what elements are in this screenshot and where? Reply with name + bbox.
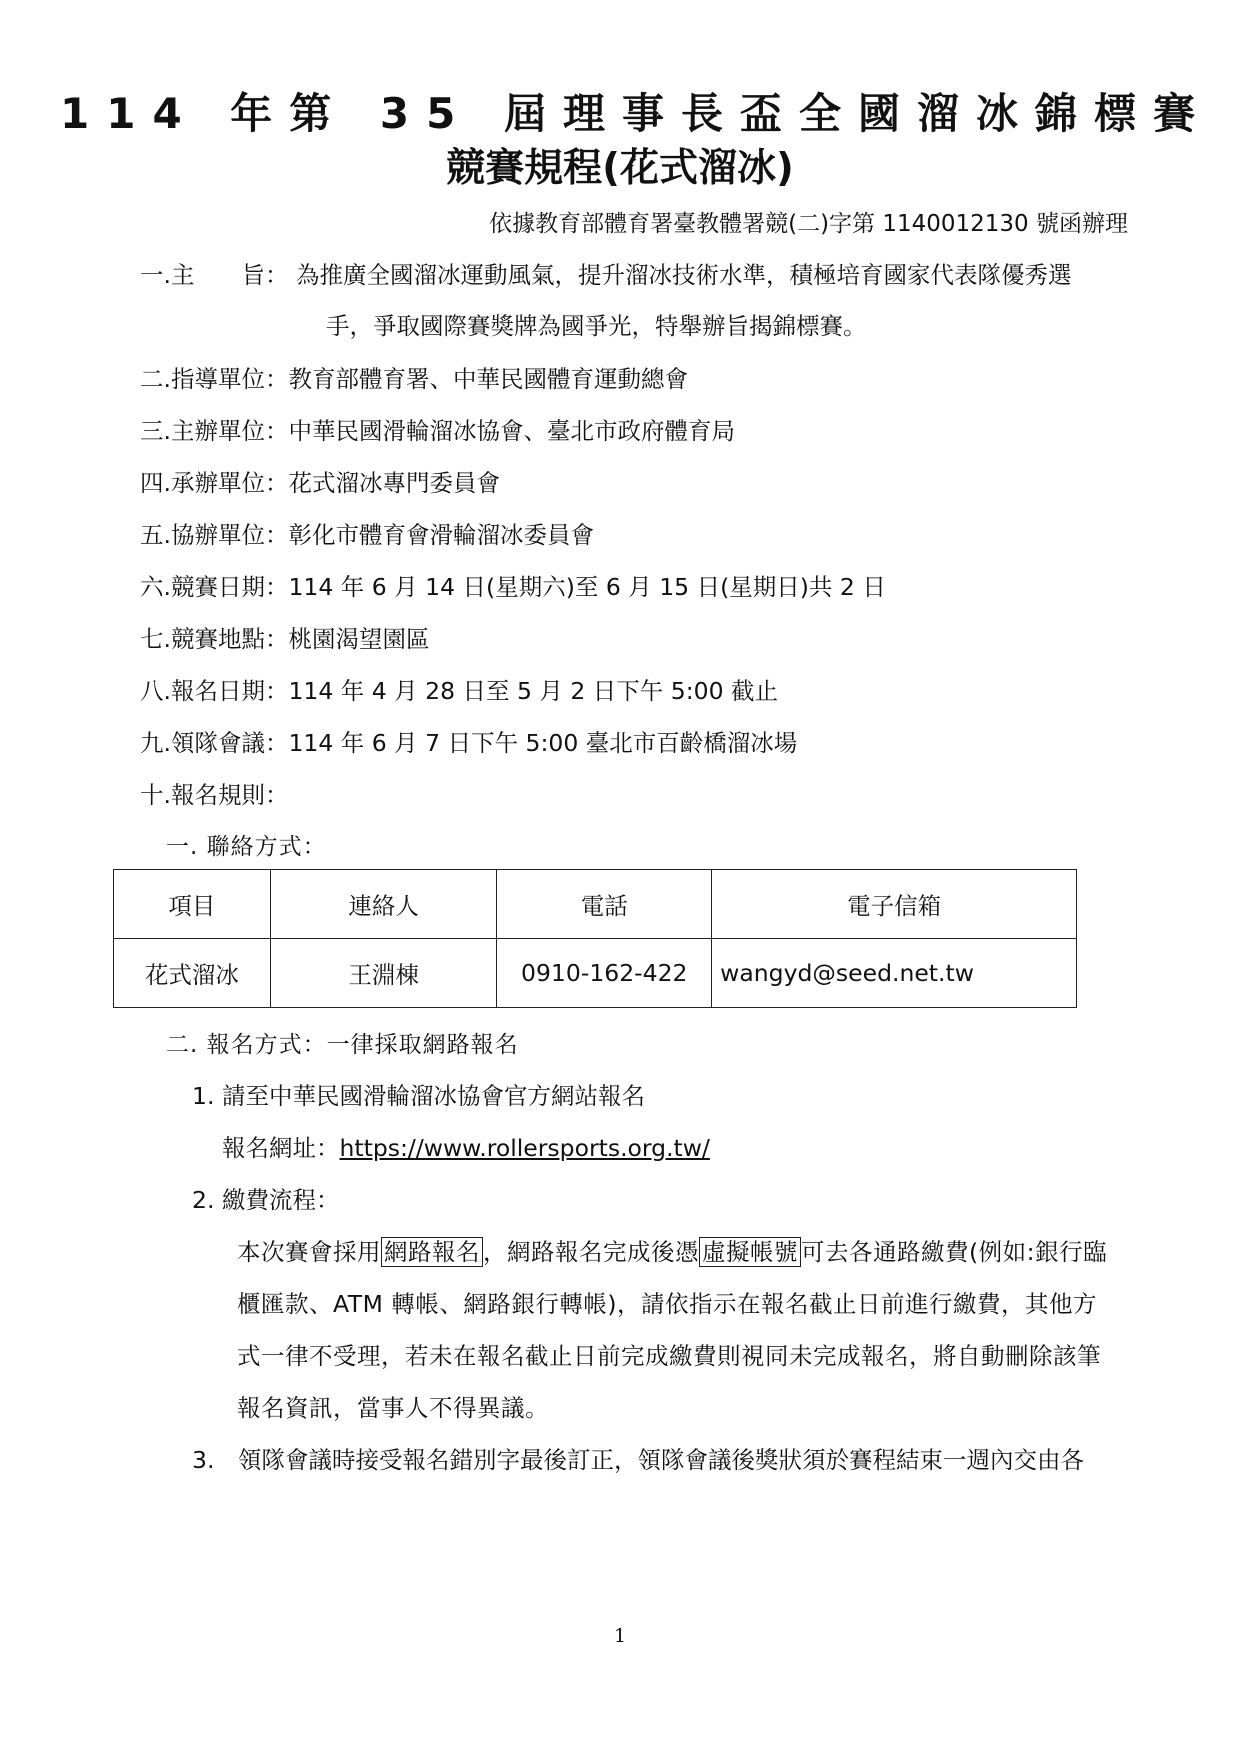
purpose-label: 一.主 旨： xyxy=(140,261,289,289)
payment-line-3: 式一律不受理，若未在報名截止日前完成繳費則視同未完成報名，將自動刪除該筆 xyxy=(237,1342,1101,1370)
purpose-text-continued: 手，爭取國際賽獎牌為國爭光，特舉辦旨揭錦標賽。 xyxy=(326,312,867,340)
section-dates: 六.競賽日期：114 年 6 月 14 日(星期六)至 6 月 15 日(星期日)共 2 日 xyxy=(140,573,886,601)
signup-item-1 xyxy=(192,1080,645,1112)
header-email: 電子信箱 xyxy=(712,870,1077,939)
section-venue: 七.競賽地點：桃園渴望園區 xyxy=(140,625,430,653)
signup-item-2 xyxy=(192,1184,340,1216)
payment-line-1 xyxy=(237,1236,1107,1268)
section-rules: 十.報名規則： xyxy=(140,781,289,809)
payment-text: 可去各通路繳費(例如:銀行臨 xyxy=(801,1238,1108,1266)
document-title: 114 年第 35 屆理事長盃全國溜冰錦標賽 xyxy=(60,89,1212,138)
table-header-row xyxy=(114,870,1077,939)
url-label: 報名網址： xyxy=(222,1134,340,1162)
item-text: 請至中華民國滑輪溜冰協會官方網站報名 xyxy=(222,1082,645,1110)
section-meeting: 九.領隊會議：114 年 6 月 7 日下午 5:00 臺北市百齡橋溜冰場 xyxy=(140,729,798,757)
cell-phone: 0910-162-422 xyxy=(497,939,712,1008)
contact-table xyxy=(113,869,1077,1008)
item-text: 領隊會議時接受報名錯別字最後訂正，領隊會議後獎狀須於賽程結束一週內交由各 xyxy=(238,1446,1084,1474)
section-undertaker: 四.承辦單位：花式溜冰專門委員會 xyxy=(140,469,500,497)
cell-contact-person: 王淵棟 xyxy=(270,939,497,1008)
item-number: 3. xyxy=(192,1446,215,1474)
payment-text: 本次賽會採用 xyxy=(237,1238,381,1266)
item-number: 2. xyxy=(192,1186,215,1214)
section-co-organizer: 五.協辦單位：彰化市體育會滑輪溜冰委員會 xyxy=(140,521,594,549)
page-number: 1 xyxy=(613,1625,627,1647)
section-organizer: 三.主辦單位：中華民國滑輪溜冰協會、臺北市政府體育局 xyxy=(140,417,735,445)
item-text: 繳費流程： xyxy=(222,1186,340,1214)
cell-item: 花式溜冰 xyxy=(114,939,271,1008)
boxed-term-virtual-account: 虛擬帳號 xyxy=(699,1237,801,1267)
section-guide: 二.指導單位：教育部體育署、中華民國體育運動總會 xyxy=(140,365,688,393)
payment-line-4: 報名資訊，當事人不得異議。 xyxy=(237,1394,549,1422)
table-row xyxy=(114,939,1077,1008)
header-contact-person: 連絡人 xyxy=(270,870,497,939)
payment-line-2: 櫃匯款、ATM 轉帳、網路銀行轉帳)，請依指示在報名截止日前進行繳費，其他方 xyxy=(237,1290,1098,1318)
cell-email: wangyd@seed.net.tw xyxy=(712,939,1077,1008)
registration-url-link[interactable]: https://www.rollersports.org.tw/ xyxy=(339,1134,710,1162)
purpose-text: 為推廣全國溜冰運動風氣，提升溜冰技術水準，積極培育國家代表隊優秀選 xyxy=(296,261,1072,289)
header-item: 項目 xyxy=(114,870,271,939)
payment-text: ，網路報名完成後憑 xyxy=(483,1238,699,1266)
basis-reference: 依據教育部體育署臺教體署競(二)字第 1140012130 號函辦理 xyxy=(489,211,1128,237)
signup-item-3 xyxy=(192,1444,1084,1476)
signup-url-line xyxy=(222,1132,710,1164)
header-phone: 電話 xyxy=(497,870,712,939)
contact-heading: 一. 聯絡方式： xyxy=(166,834,327,860)
section-registration: 八.報名日期：114 年 4 月 28 日至 5 月 2 日下午 5:00 截止 xyxy=(140,677,779,705)
boxed-term-online-registration: 網路報名 xyxy=(381,1237,483,1267)
item-number: 1. xyxy=(192,1082,215,1110)
section-purpose xyxy=(140,259,1072,291)
document-subtitle: 競賽規程(花式溜冰) xyxy=(446,146,794,191)
signup-heading: 二. 報名方式：一律採取網路報名 xyxy=(166,1032,519,1058)
